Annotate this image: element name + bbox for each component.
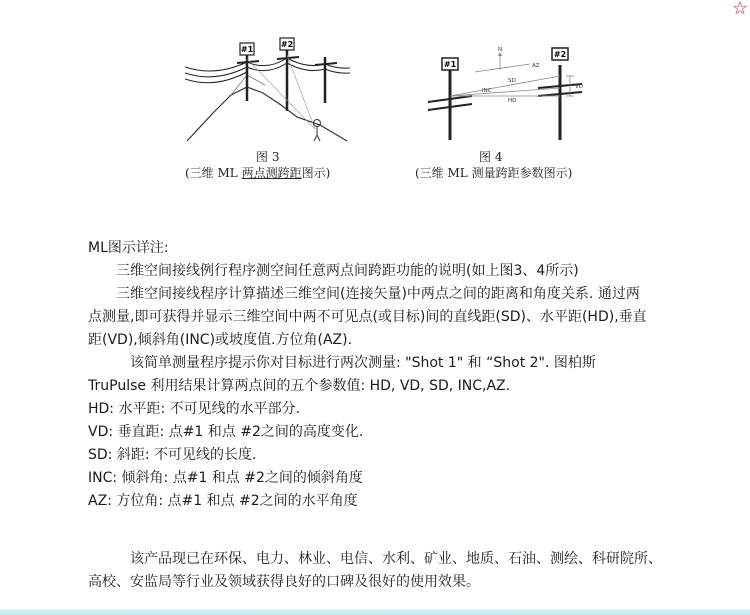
paragraph-4-line-1: 该产品现已在环保、电力、林业、电信、水利、矿业、地质、石油、测绘、科研院所、 — [130, 551, 662, 567]
paragraph-2-line-1: 三维空间接线程序计算描述三维空间(连接矢量)中两点之间的距离和角度关系. 通过两 — [116, 286, 640, 302]
paragraph-3-line-2: TruPulse 利用结果计算两点间的五个参数值: HD, VD, SD, INC,AZ. — [88, 378, 511, 394]
fig3-tag-1: #1 — [240, 45, 254, 54]
fig3-caption-underlined: 两点测跨距 — [241, 166, 302, 180]
fig4-caption: (三维 ML 测量跨距参数图示) — [415, 166, 573, 180]
definition-sd: SD: 斜距: 不可见线的长度. — [88, 447, 257, 463]
star-outline-icon[interactable] — [733, 1, 747, 15]
fig4-tag-2: #2 — [553, 50, 567, 59]
paragraph-3-line-1: 该简单测量程序提示你对目标进行两次测量: "Shot 1" 和 “Shot 2". 图柏斯 — [130, 355, 596, 371]
fig4-label-n: N — [498, 47, 503, 53]
fig4-label-hd: HD — [508, 98, 517, 104]
fig4-label-inc: INC — [482, 88, 492, 94]
figure-4-illustration — [420, 40, 605, 145]
bottom-bar — [0, 609, 750, 615]
fig4-caption-number: 图 4 — [479, 150, 503, 164]
definition-hd: HD: 水平距: 不可见线的水平部分. — [88, 401, 301, 417]
fig4-label-sd: SD — [508, 78, 516, 84]
definition-az: AZ: 方位角: 点#1 和点 #2之间的水平角度 — [88, 493, 358, 509]
definition-inc: INC: 倾斜角: 点#1 和点 #2之间的倾斜角度 — [88, 470, 363, 486]
fig4-label-vd: VD — [575, 84, 583, 90]
fig4-label-az: AZ — [532, 63, 540, 69]
fig3-caption-pre: (三维 ML — [185, 166, 242, 180]
fig4-tag-1: #1 — [443, 60, 457, 69]
paragraph-2-line-3: 距(VD),倾斜角(INC)或坡度值.方位角(AZ). — [88, 332, 353, 348]
description-text — [88, 237, 708, 594]
paragraph-4-line-2: 高校、安监局等行业及领域获得良好的口碑及很好的使用效果。 — [88, 574, 480, 590]
fig3-caption-number: 图 3 — [256, 150, 280, 164]
fig3-caption-post: 图示) — [301, 166, 331, 180]
definition-vd: VD: 垂直距: 点#1 和点 #2之间的高度变化. — [88, 424, 364, 440]
heading: ML图示详注: — [88, 240, 169, 256]
fig3-tag-2: #2 — [280, 40, 294, 49]
fig3-caption — [185, 164, 330, 181]
paragraph-1: 三维空间接线例行程序测空间任意两点间跨距功能的说明(如上图3、4所示) — [116, 263, 579, 279]
figure-3-illustration — [185, 35, 350, 145]
paragraph-2-line-2: 点测量,即可获得并显示三维空间中两不可见点(或目标)间的直线距(SD)、水平距(HD),垂直 — [88, 309, 647, 325]
